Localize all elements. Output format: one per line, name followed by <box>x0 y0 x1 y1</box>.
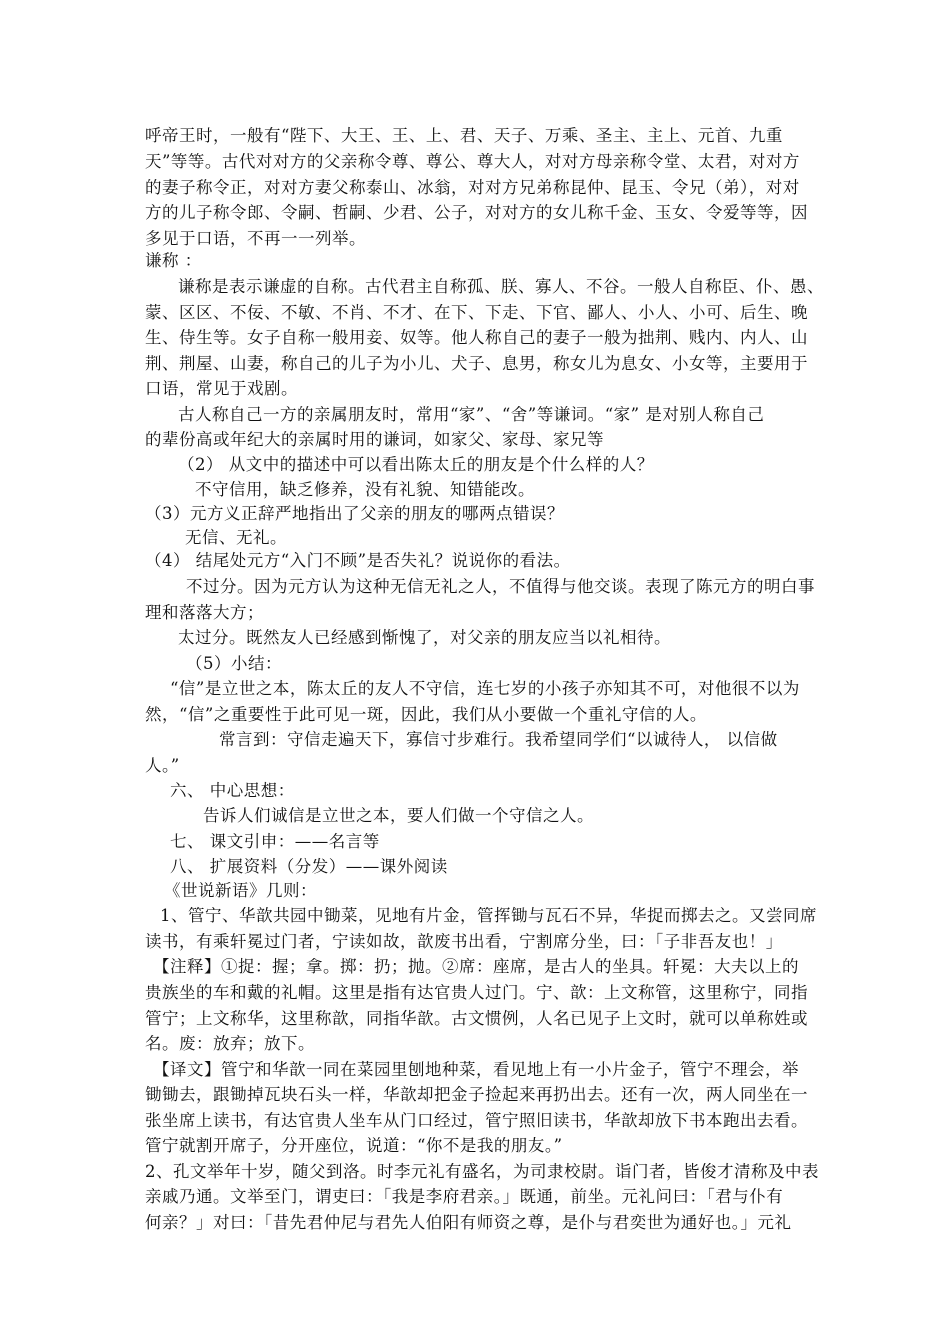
text-line: 多见于口语，不再一一列举。 <box>145 229 366 248</box>
subsection-heading: 《世说新语》几则： <box>164 881 317 900</box>
summary-heading: （5）小结： <box>186 654 282 673</box>
answer-2: 不守信用，缺乏修养，没有礼貌、知错能改。 <box>195 480 535 499</box>
text-line: 【译文】管宁和华歆一同在菜园里刨地种菜，看见地上有一小片金子，管宁不理会，举 <box>153 1060 799 1079</box>
section-heading: 八、 扩展资料（分发）——课外阅读 <box>170 857 448 876</box>
text-line: 锄锄去，跟锄掉瓦块石头一样，华歆却把金子捡起来再扔出去。还有一次，两人同坐在一 <box>145 1085 808 1104</box>
text-line: 贵族坐的车和戴的礼帽。这里是指有达官贵人过门。宁、歆：上文称管，这里称宁，同指 <box>145 983 808 1002</box>
section-heading: 七、 课文引申：——名言等 <box>170 832 380 851</box>
text-line: 1、管宁、华歆共园中锄菜，见地有片金，管挥锄与瓦石不异，华捉而掷去之。又尝同席 <box>160 906 817 925</box>
text-line: 呼帝王时，一般有“陛下、大王、王、上、君、天子、万乘、圣主、主上、元首、九重 <box>145 126 783 145</box>
text-line: 2、孔文举年十岁，随父到洛。时李元礼有盛名，为司隶校尉。诣门者，皆俊才清称及中表 <box>145 1162 819 1181</box>
text-line: 古人称自己一方的亲属朋友时，常用“家”、“舍”等谦词。“家” 是对别人称自己 <box>178 405 765 424</box>
text-line: 【注释】①捉：握；拿。掷：扔；抛。②席：座席，是古人的坐具。轩冕：大夫以上的 <box>153 957 799 976</box>
text-line: 理和落落大方； <box>145 603 264 622</box>
question-3: （3）元方义正辞严地指出了父亲的朋友的哪两点错误？ <box>145 504 564 523</box>
text-line: 的辈份高或年纪大的亲属时用的谦词，如家父、家母、家兄等 <box>145 430 604 449</box>
answer-3: 无信、无礼。 <box>185 528 287 547</box>
text-line: 生、侍生等。女子自称一般用妾、奴等。他人称自己的妻子一般为拙荆、贱内、内人、山 <box>145 328 808 347</box>
text-line: 亲戚乃通。文举至门，谓吏曰：「我是李府君亲。」既通，前坐。元礼问曰：「君与仆有 <box>145 1187 784 1206</box>
text-line: 荆、荆屋、山妻，称自己的儿子为小儿、犬子、息男，称女儿为息女、小女等，主要用于 <box>145 354 808 373</box>
text-line: 张坐席上读书，有达官贵人坐车从门口经过，管宁照旧读书，华歆却放下书本跑出去看。 <box>145 1111 808 1130</box>
text-line: 天”等等。古代对对方的父亲称令尊、尊公、尊大人，对对方母亲称令堂、太君，对对方 <box>145 152 800 171</box>
section-heading: 谦称 ： <box>145 251 202 270</box>
text-line: 谦称是表示谦虚的自称。古代君主自称孤、朕、寡人、不谷。一般人自称臣、仆、愚、 <box>178 277 824 296</box>
text-line: 常言到：守信走遍天下，寡信寸步难行。我希望同学们“以诚待人， 以信做 <box>219 730 778 749</box>
text-line: 的妻子称令正，对对方妻父称泰山、冰翁，对对方兄弟称昆仲、昆玉、令兄（弟），对对 <box>145 178 800 197</box>
text-line: 告诉人们诚信是立世之本，要人们做一个守信之人。 <box>203 806 594 825</box>
question-4: （4） 结尾处元方“入门不顾”是否失礼？说说你的看法。 <box>145 551 571 570</box>
text-line: 管宁就割开席子，分开座位，说道：“你不是我的朋友。” <box>145 1136 563 1155</box>
text-line: 何亲？」对曰：「昔先君仲尼与君先人伯阳有师资之尊，是仆与君奕世为通好也。」元礼 <box>145 1213 792 1232</box>
text-line: 读书，有乘轩冕过门者，宁读如故，歆废书出看，宁割席分坐，曰：「子非吾友也！」 <box>145 932 783 951</box>
text-line: 人。” <box>145 756 180 775</box>
section-heading: 六、 中心思想： <box>170 781 295 800</box>
text-line: 太过分。既然友人已经感到惭愧了，对父亲的朋友应当以礼相待。 <box>178 628 671 647</box>
text-line: 蒙、区区、不佞、不敏、不肖、不才、在下、下走、下官、鄙人、小人、小可、后生、晚 <box>145 303 808 322</box>
text-line: 方的儿子称令郎、令嗣、哲嗣、少君、公子，对对方的女儿称千金、玉女、令爱等等，因 <box>145 203 808 222</box>
text-line: 口语，常见于戏剧。 <box>145 379 298 398</box>
answer-4: 不过分。因为元方认为这种无信无礼之人，不值得与他交谈。表现了陈元方的明白事 <box>186 577 815 596</box>
question-2: （2） 从文中的描述中可以看出陈太丘的朋友是个什么样的人？ <box>178 455 654 474</box>
text-line: “信”是立世之本，陈太丘的友人不守信，连七岁的小孩子亦知其不可，对他很不以为 <box>170 679 800 698</box>
text-line: 管宁；上文称华，这里称歆，同指华歆。古文惯例，人名已见子上文时，就可以单称姓或 <box>145 1009 808 1028</box>
text-line: 名。废：放弃；放下。 <box>145 1034 315 1053</box>
text-line: 然，“信”之重要性于此可见一斑，因此，我们从小要做一个重礼守信的人。 <box>145 705 707 724</box>
